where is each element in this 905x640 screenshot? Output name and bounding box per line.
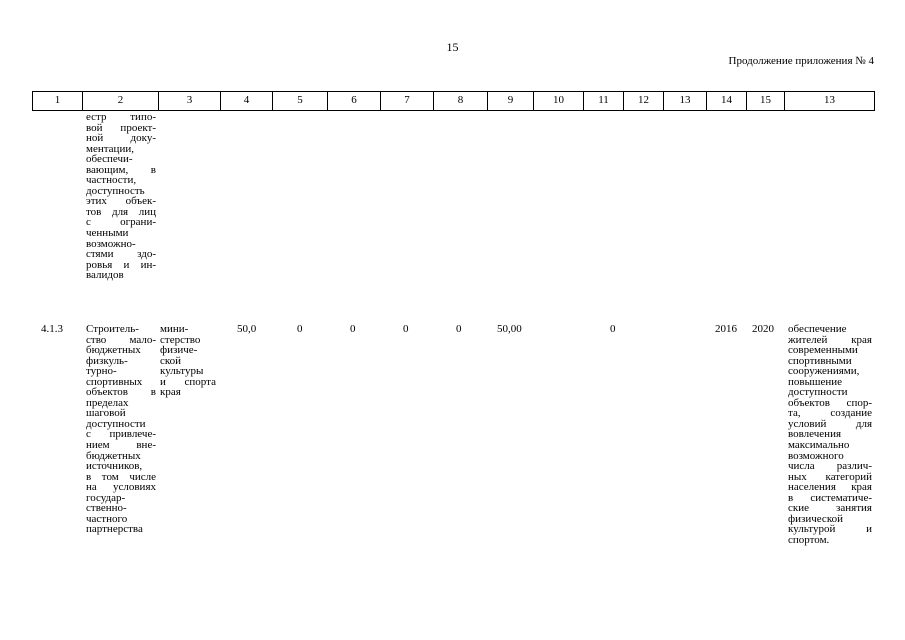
text-line: турно- <box>86 365 117 378</box>
value-col-7: 0 <box>403 323 409 335</box>
text-line: частного <box>86 512 128 525</box>
table-header-row <box>32 91 875 111</box>
header-col-8: 8 <box>433 92 487 110</box>
text-line: объектов спор- <box>788 396 872 409</box>
text-line: ных категорий <box>788 470 872 483</box>
text-line: источников, <box>86 460 143 473</box>
value-col-4: 50,0 <box>237 323 257 335</box>
text-line: ской <box>160 354 182 367</box>
text-line: государ- <box>86 491 126 504</box>
text-line: нием вне- <box>86 439 156 452</box>
text-line: повышение <box>788 375 842 388</box>
header-col-7: 7 <box>380 92 433 110</box>
measure-code: 4.1.3 <box>41 323 63 335</box>
text-line: шаговой <box>86 407 126 420</box>
value-col-11: 0 <box>610 323 616 335</box>
appendix-continuation-note: Продолжение приложения № 4 <box>728 55 874 67</box>
text-line: с ограни- <box>86 216 156 229</box>
header-col-5: 5 <box>272 92 327 110</box>
text-line: культуры <box>160 365 204 378</box>
measure-executor <box>160 324 216 398</box>
text-line: возможного <box>788 449 844 462</box>
text-line: тов для лиц <box>86 205 156 218</box>
text-line: мини- <box>160 323 189 335</box>
header-col-2: 2 <box>82 92 158 110</box>
text-line: ченными <box>86 227 129 240</box>
text-line: физической <box>788 512 843 525</box>
text-line: объектов в <box>86 386 156 399</box>
header-col-15: 15 <box>746 92 784 110</box>
text-line: вой проект- <box>86 121 156 134</box>
expected-result <box>788 324 872 545</box>
text-line: доступности <box>788 386 848 399</box>
text-line: обеспечение <box>788 323 847 335</box>
year-end: 2020 <box>752 323 774 335</box>
value-col-6: 0 <box>350 323 356 335</box>
text-line: населения края <box>788 481 872 494</box>
header-col-9: 9 <box>487 92 533 110</box>
text-line: бюджетных <box>86 449 141 462</box>
text-line: вовлечения <box>788 428 842 441</box>
value-col-9: 50,00 <box>497 323 522 335</box>
text-line: максимально <box>788 439 850 452</box>
text-line: доступности <box>86 417 146 430</box>
text-line: с привлече- <box>86 428 156 441</box>
text-line: Строитель- <box>86 323 139 335</box>
text-line: в систематиче- <box>788 491 872 504</box>
text-line: современными <box>788 344 858 357</box>
text-line: на условиях <box>86 481 156 494</box>
text-line: сооружениями, <box>788 365 860 378</box>
value-col-5: 0 <box>297 323 303 335</box>
text-line: спортивных <box>86 375 143 388</box>
header-col-13: 13 <box>663 92 706 110</box>
text-line: партнерства <box>86 523 143 536</box>
text-line: и спорта <box>160 375 216 388</box>
header-col-10: 10 <box>533 92 583 110</box>
text-line: вающим, в <box>86 163 156 176</box>
text-line: ментации, <box>86 142 134 155</box>
text-line: доступность <box>86 184 145 197</box>
text-line: бюджетных <box>86 344 141 357</box>
text-line: пределах <box>86 396 129 409</box>
header-col-3: 3 <box>158 92 220 110</box>
measure-name <box>86 324 156 535</box>
text-line: условий для <box>788 417 872 430</box>
page-number: 15 <box>446 40 459 54</box>
text-line: стями здо- <box>86 248 156 261</box>
text-line: частности, <box>86 174 137 187</box>
header-col-16: 13 <box>784 92 875 110</box>
text-line: физиче- <box>160 344 198 357</box>
text-line: в том числе <box>86 470 156 483</box>
text-line: естр типо- <box>86 111 156 123</box>
text-line: числа различ- <box>788 460 872 473</box>
text-line: ство мало- <box>86 333 156 346</box>
header-col-14: 14 <box>706 92 746 110</box>
continued-measure-text <box>86 112 156 281</box>
text-line: та, создание <box>788 407 872 420</box>
text-line: ственно- <box>86 502 127 515</box>
text-line: возможно- <box>86 237 136 250</box>
text-line: края <box>160 386 181 399</box>
header-col-6: 6 <box>327 92 380 110</box>
text-line: физкуль- <box>86 354 128 367</box>
text-line: валидов <box>86 269 124 282</box>
text-line: культурой и <box>788 523 872 536</box>
text-line: обеспечи- <box>86 153 133 166</box>
text-line: жителей края <box>788 333 872 346</box>
header-col-11: 11 <box>583 92 623 110</box>
text-line: спортом. <box>788 533 830 546</box>
text-line: ной доку- <box>86 132 156 145</box>
text-line: этих объек- <box>86 195 156 208</box>
header-col-4: 4 <box>220 92 272 110</box>
text-line: ские занятия <box>788 502 872 515</box>
text-line: спортивными <box>788 354 852 367</box>
value-col-8: 0 <box>456 323 462 335</box>
text-line: ровья и ин- <box>86 258 156 271</box>
text-line: стерство <box>160 333 201 346</box>
year-start: 2016 <box>715 323 737 335</box>
header-col-1: 1 <box>32 92 82 110</box>
header-col-12: 12 <box>623 92 663 110</box>
